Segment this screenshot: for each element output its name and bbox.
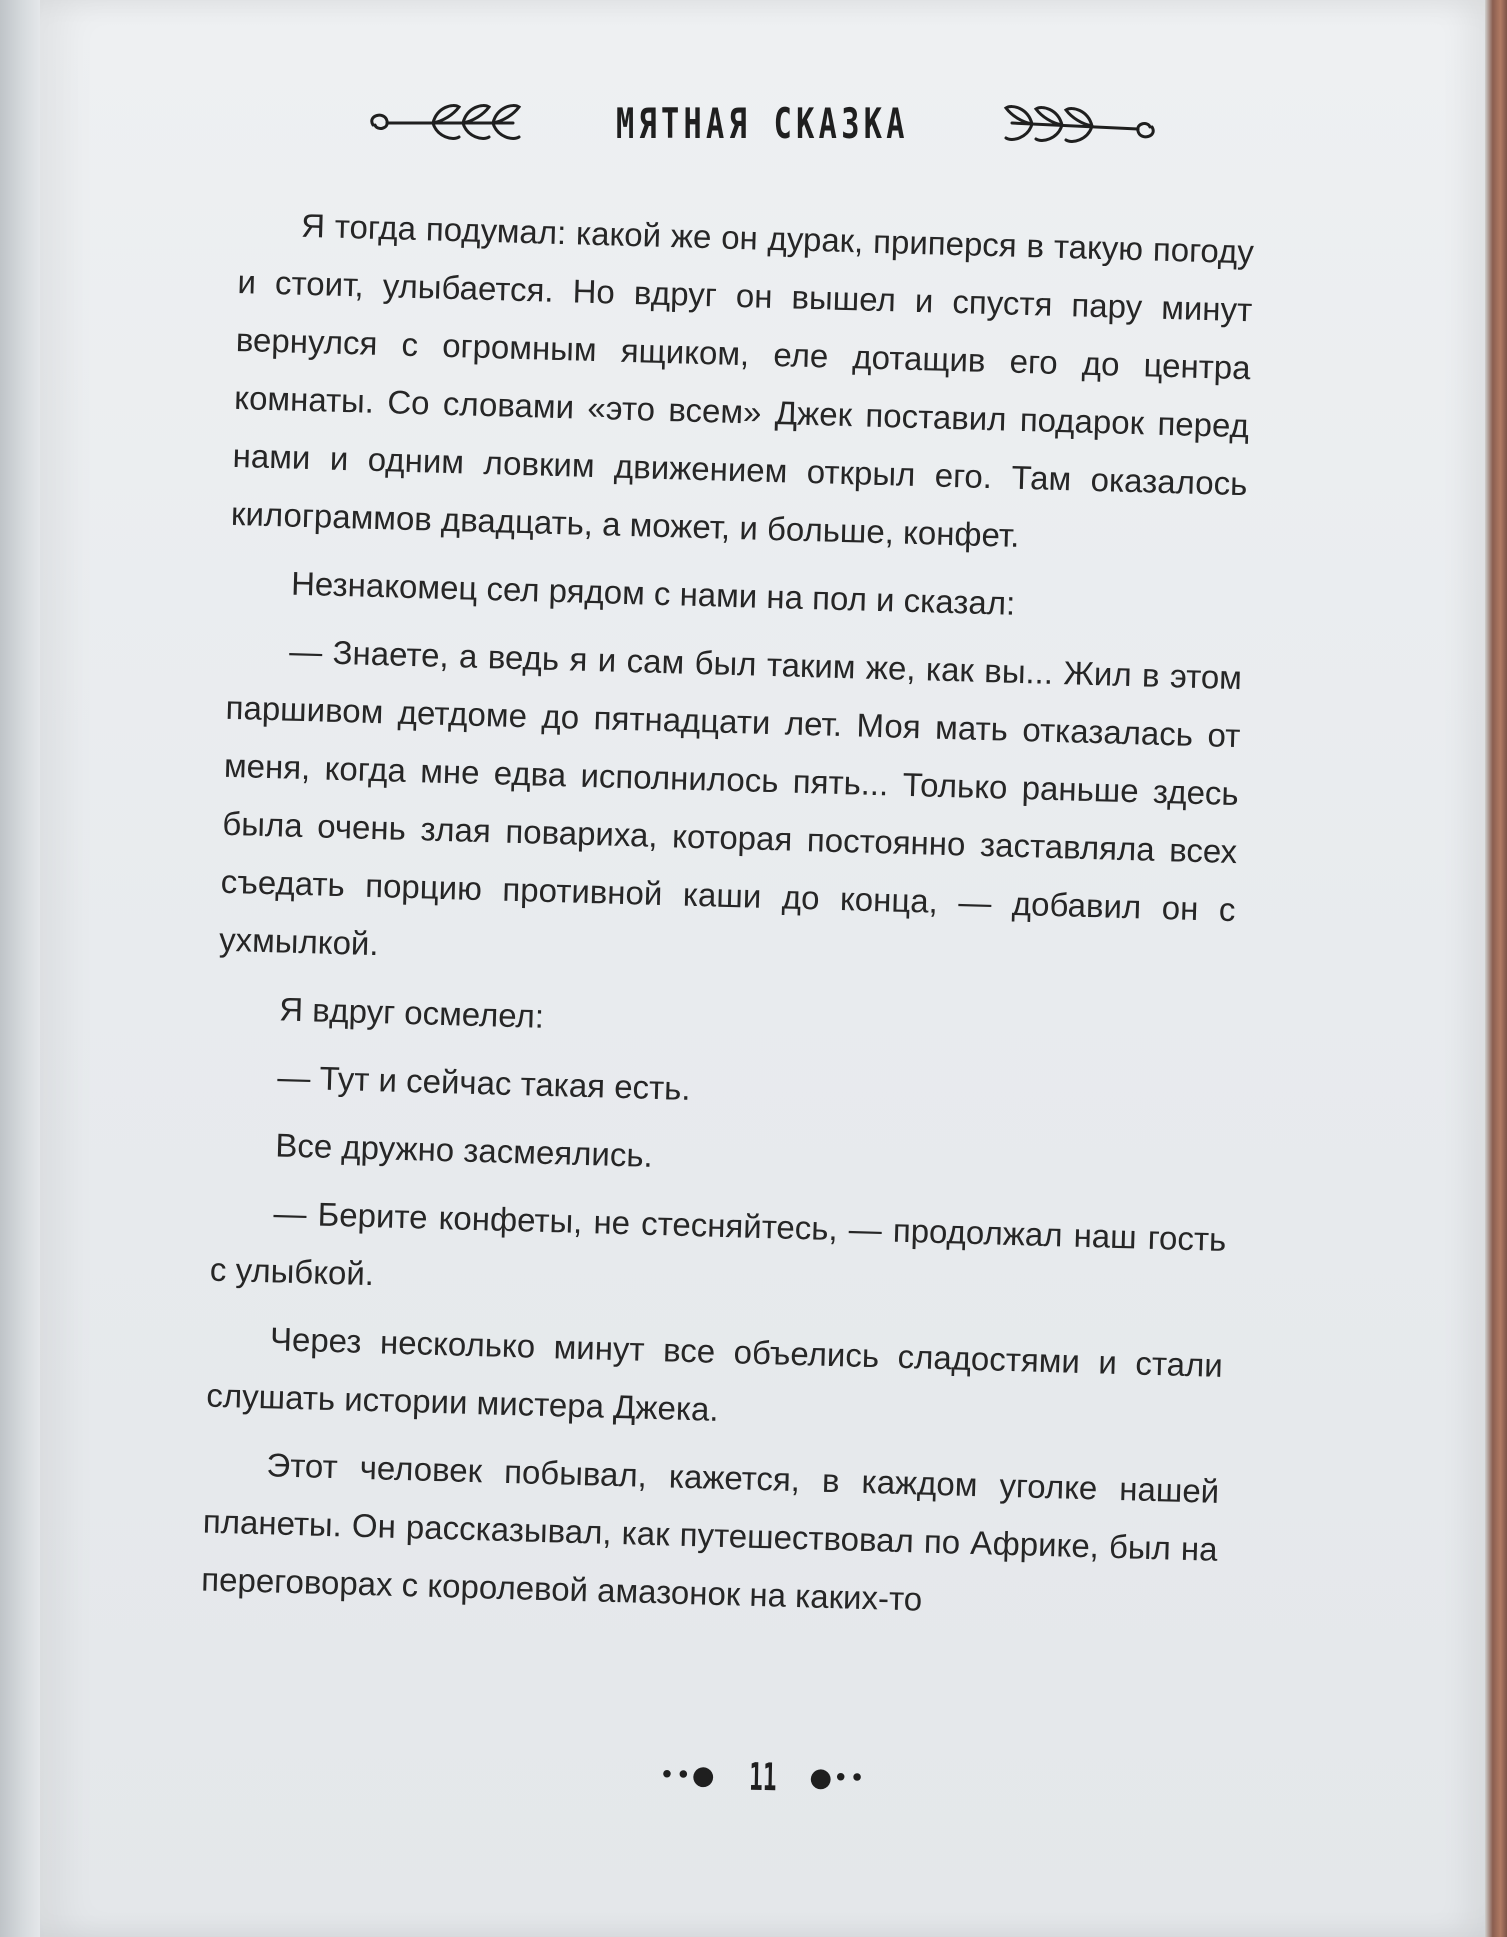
paragraph-7: — Берите конфеты, не стесняйтесь, — продолжал наш гость с улыбкой.	[209, 1194, 1227, 1293]
paragraph-1: Я тогда подумал: какой же он дурак, приперся в такую погоду и стоит, улыбается. Но вдруг он вышел и спустя пару минут вернулся с огромным ящиком, еле дотащив его до центра комнаты. Со словами «это всем» Джек поставил подарок перед нами и одним ловким движением открыл его. Там оказалось килограммов двадцать, а может, и больше, конфет.	[230, 206, 1255, 554]
paragraph-5: — Тут и сейчас такая есть.	[276, 1058, 692, 1107]
page-number: 11	[748, 1754, 777, 1800]
paragraph-9: Этот человек побывал, кажется, в каждом уголке нашей планеты. Он рассказывал, как путешествовал по Африке, был на переговорах с королевой амазонок на каких-то	[200, 1446, 1220, 1618]
paragraph-6: Все дружно засмеялись.	[274, 1126, 654, 1174]
page-fold-shadow	[0, 0, 40, 1937]
paragraph-8: Через несколько минут все объелись сладостями и стали слушать истории мистера Джека.	[205, 1320, 1224, 1428]
paragraph-3: — Знаете, а ведь я и сам был таким же, как вы... Жил в этом паршивом детдоме до пятнадцати лет. Моя мать отказалась от меня, когда мне едва исполнилось пять... Только раньше здесь была очень злая повариха, которая постоянно заставляла всех съедать порцию противной каши до конца, — добавил он с ухмылкой.	[218, 632, 1243, 963]
right-vine-ornament-icon	[992, 93, 1162, 153]
folio-right-dots: ●••	[809, 1762, 866, 1794]
running-head: МЯТНАЯ СКАЗКА	[616, 98, 909, 148]
body-text	[200, 195, 1254, 1647]
book-cover-edge	[1485, 0, 1507, 1937]
paragraph-4: Я вдруг осмелел:	[278, 990, 545, 1035]
paragraph-2: Незнакомец сел рядом с нами на пол и сказал:	[290, 564, 1016, 622]
folio-left-dots: ••●	[659, 1760, 716, 1792]
page-header	[40, 78, 1485, 168]
left-vine-ornament-icon	[363, 93, 533, 153]
